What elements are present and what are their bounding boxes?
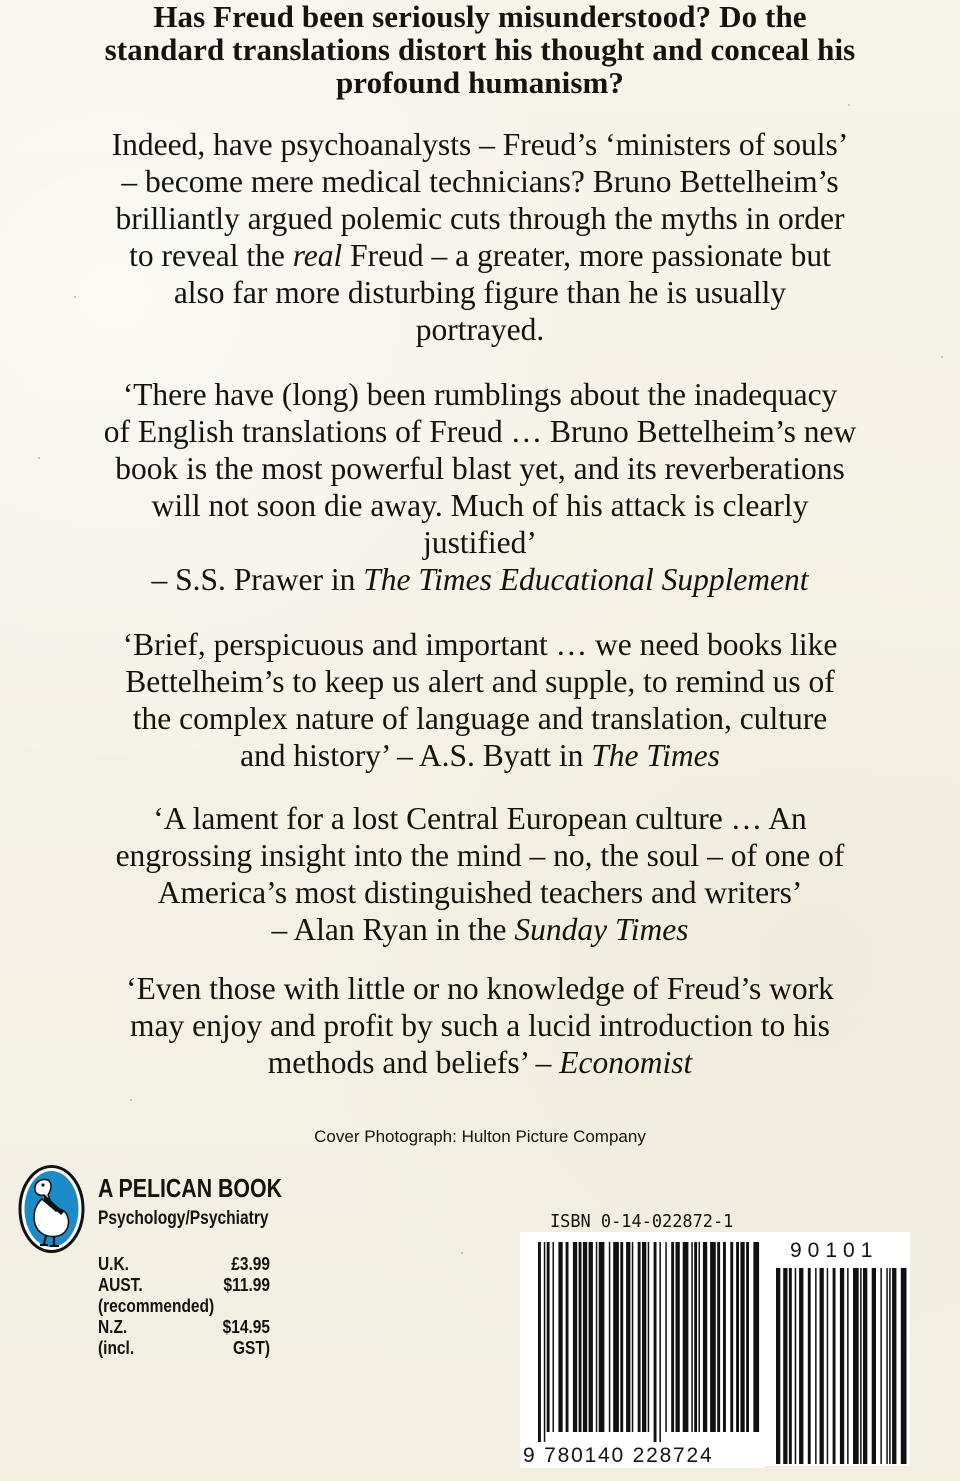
- barcode-bar: [840, 1268, 844, 1464]
- attribution-source: The Times: [591, 738, 720, 773]
- price-row: [98, 1254, 270, 1275]
- price-list: [98, 1254, 298, 1359]
- barcode-bar: [626, 1242, 630, 1432]
- barcode-bar: [880, 1268, 882, 1464]
- category-label: Psychology/Psychiatry: [98, 1208, 269, 1229]
- review-line: ‘There have (long) been rumblings about the inadequacy: [122, 377, 838, 412]
- review-line: may enjoy and profit by such a lucid introduction to his: [130, 1008, 830, 1043]
- barcode-bar: [632, 1242, 634, 1432]
- blurb-paragraph: [60, 126, 900, 348]
- attribution-source: Economist: [559, 1045, 693, 1080]
- price-note: (incl.: [98, 1338, 135, 1358]
- review-line: of English translations of Freud … Bruno Bettelheim’s new: [103, 414, 857, 449]
- barcode-bar: [620, 1242, 623, 1432]
- barcode-bar: [723, 1242, 726, 1432]
- price-note: (recommended): [98, 1296, 215, 1316]
- barcode-bar: [776, 1268, 780, 1464]
- blurb-line: also far more disturbing figure than he is usually: [173, 275, 787, 310]
- barcode-bar: [736, 1242, 739, 1432]
- attribution-text: and history’ – A.S. Byatt in: [240, 738, 592, 773]
- review-attribution: [60, 561, 900, 598]
- review-line: engrossing insight into the mind – no, the soul – of one of: [115, 838, 845, 873]
- attribution-text: – S.S. Prawer in: [151, 562, 364, 597]
- headline-line: profound humanism?: [335, 65, 625, 100]
- barcode-bar: [746, 1242, 749, 1432]
- price-note: GST): [233, 1338, 270, 1358]
- barcode-digits: 9 780140 228724: [520, 1444, 764, 1468]
- barcode-bar: [596, 1242, 598, 1432]
- paper-speck: [130, 1099, 132, 1101]
- barcode-bar: [573, 1242, 577, 1432]
- barcode-bar: [889, 1268, 891, 1464]
- barcode-bar: [699, 1242, 701, 1432]
- barcode-bar: [730, 1242, 733, 1432]
- barcode-bar: [694, 1242, 697, 1432]
- review-attribution: [60, 911, 900, 948]
- barcode-bar: [566, 1242, 569, 1432]
- barcode-bar: [853, 1268, 859, 1464]
- barcode-bar: [799, 1268, 803, 1464]
- barcode-bar: [547, 1242, 550, 1432]
- review-line: [60, 737, 900, 774]
- barcode-bar: [753, 1242, 759, 1432]
- barcode-bar: [703, 1242, 707, 1432]
- headline-line: standard translations distort his thought and conceal his: [104, 32, 856, 67]
- attribution-source: Sunday Times: [514, 912, 689, 947]
- barcode-bar: [676, 1242, 680, 1432]
- price-row: [98, 1338, 270, 1359]
- blurb-line: Indeed, have psychoanalysts – Freud’s ‘ministers of souls’: [111, 127, 849, 162]
- barcode-bar: [579, 1242, 582, 1432]
- barcode-bar: [609, 1242, 611, 1432]
- price-value: £3.99: [231, 1254, 270, 1274]
- barcode-bar: [648, 1242, 650, 1432]
- headline-line: Has Freud been seriously misunderstood? Do the: [153, 0, 807, 34]
- cover-photo-credit: Cover Photograph: Hulton Picture Company: [314, 1127, 646, 1146]
- barcode-bar: [642, 1242, 646, 1432]
- price-region: U.K.: [98, 1254, 129, 1274]
- barcode-bar: [589, 1242, 593, 1432]
- barcode-bar: [583, 1242, 587, 1432]
- barcode-bar: [815, 1268, 817, 1464]
- review-line: the complex nature of language and translation, culture: [132, 701, 828, 736]
- review-economist: [60, 970, 900, 1081]
- price-value: $14.95: [222, 1317, 270, 1337]
- barcode-bar: [783, 1268, 787, 1464]
- blurb-line: portrayed.: [415, 312, 545, 347]
- barcode-bar: [717, 1242, 720, 1432]
- barcode-bar: [808, 1268, 811, 1464]
- barcode-bar: [659, 1242, 661, 1442]
- review-prawer: [60, 376, 900, 598]
- blurb-line: – become mere medical technicians? Bruno Bettelheim’s: [121, 164, 839, 199]
- review-byatt: [60, 626, 900, 774]
- paper-speck: [461, 1252, 463, 1254]
- review-line: America’s most distinguished teachers and writers’: [157, 875, 803, 910]
- blurb-line: [60, 237, 900, 274]
- paper-speck: [941, 356, 943, 358]
- barcode-bar: [901, 1268, 907, 1464]
- barcode-bar: [691, 1242, 693, 1432]
- attribution-text: – Alan Ryan in the: [271, 912, 515, 947]
- barcode-bar: [671, 1242, 674, 1432]
- barcode-bar: [892, 1268, 896, 1464]
- barcode-bar: [847, 1268, 849, 1464]
- review-line: will not soon die away. Much of his attack is clearly: [151, 488, 809, 523]
- review-ryan: [60, 800, 900, 948]
- review-line: Bettelheim’s to keep us alert and supple, to remind us of: [125, 664, 835, 699]
- blurb-text: to reveal the: [129, 238, 293, 273]
- paper-speck: [848, 104, 850, 106]
- price-row: [98, 1317, 270, 1338]
- review-line: justified’: [423, 525, 537, 560]
- addon-digits: 90101: [790, 1239, 879, 1262]
- price-row: [98, 1275, 270, 1296]
- blurb-italic: real: [292, 238, 343, 273]
- imprint-label: A PELICAN BOOK: [98, 1173, 283, 1203]
- review-line: book is the most powerful blast yet, and its reverberations: [115, 451, 845, 486]
- barcode-bar: [795, 1268, 797, 1464]
- barcode-bar: [553, 1242, 555, 1432]
- barcode-bar: [710, 1242, 716, 1432]
- review-line: ‘A lament for a lost Central European culture … An: [153, 801, 807, 836]
- price-value: $11.99: [223, 1275, 270, 1295]
- barcode-bar: [860, 1268, 862, 1464]
- barcode-bar: [789, 1268, 792, 1464]
- publisher-block: [18, 1162, 348, 1382]
- blurb-text: Freud – a greater, more passionate but: [342, 238, 831, 273]
- barcode-bar: [613, 1242, 619, 1432]
- blurb-line: brilliantly argued polemic cuts through the myths in order: [115, 201, 845, 236]
- attribution-text: methods and beliefs’ –: [267, 1045, 560, 1080]
- barcode-bar: [740, 1242, 744, 1432]
- barcode-bar: [599, 1242, 605, 1432]
- review-line: ‘Even those with little or no knowledge of Freud’s work: [126, 971, 834, 1006]
- review-line: ‘Brief, perspicuous and important … we need books like: [122, 627, 838, 662]
- barcode-bar: [558, 1242, 562, 1432]
- paper-speck: [74, 296, 76, 298]
- barcode-bar: [827, 1268, 829, 1464]
- barcode-icon: [520, 1232, 911, 1472]
- barcode-bar: [863, 1268, 867, 1464]
- paper-speck: [38, 457, 40, 459]
- price-row: [98, 1296, 270, 1317]
- review-line: [60, 1044, 900, 1081]
- barcode-bar: [544, 1242, 546, 1442]
- barcode-bar: [538, 1242, 541, 1442]
- price-region: AUST.: [98, 1275, 143, 1295]
- barcode-bar: [683, 1242, 689, 1432]
- price-region: N.Z.: [98, 1317, 128, 1337]
- barcode-bar: [654, 1242, 657, 1442]
- isbn-label: ISBN 0-14-022872-1: [550, 1211, 734, 1232]
- headline: [60, 0, 900, 99]
- barcode-bar: [833, 1268, 836, 1464]
- attribution-source: The Times Educational Supplement: [363, 562, 809, 597]
- barcode-bar: [638, 1242, 641, 1432]
- barcode-bar: [886, 1268, 888, 1464]
- barcode-bar: [872, 1268, 876, 1464]
- barcode-bar: [820, 1268, 824, 1464]
- pelican-logo-icon: [18, 1164, 85, 1254]
- barcode-bar: [665, 1242, 667, 1432]
